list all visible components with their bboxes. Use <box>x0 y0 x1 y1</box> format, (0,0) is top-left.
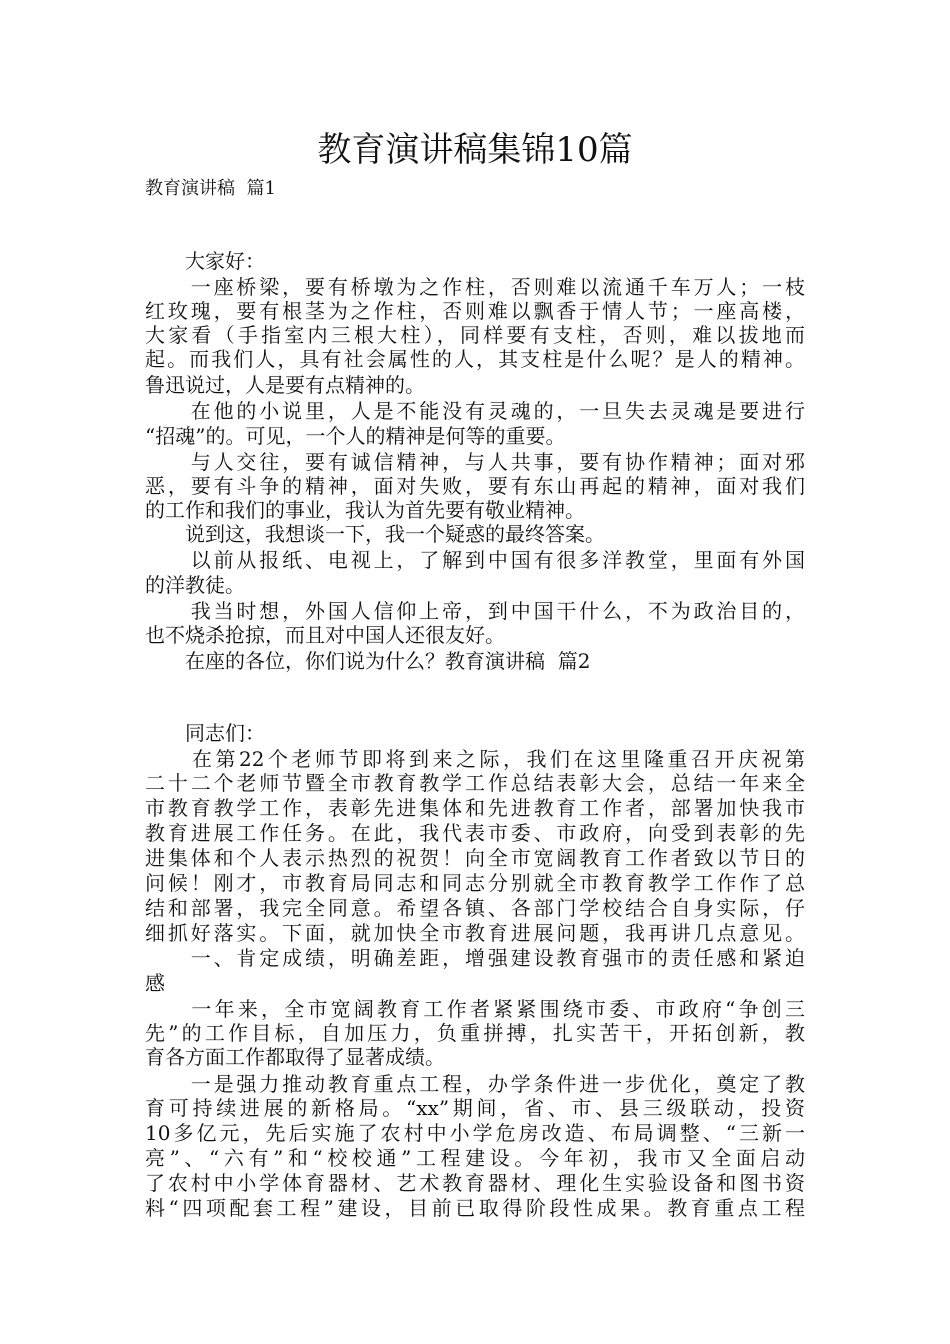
text-line: 了农村中小学体育器材、艺术教育器材、理化生实验设备和图书资 <box>145 1171 805 1195</box>
text-line: 育可持续进展的新格局。“xx”期间，省、市、县三级联动，投资 <box>145 1096 805 1120</box>
text-line: 在第22个老师节即将到来之际，我们在这里隆重召开庆祝第 <box>145 747 805 771</box>
text-line: 大家好： <box>145 249 265 273</box>
text-line: 以前从报纸、电视上，了解到中国有很多洋教堂，里面有外国 <box>145 548 805 572</box>
text-line: 教育进展工作任务。在此，我代表市委、市政府，向受到表彰的先 <box>145 821 805 845</box>
text-line: 大家看（手指室内三根大柱），同样要有支柱，否则，难以拔地而 <box>145 323 805 347</box>
text-line: 进集体和个人表示热烈的祝贺！向全市宽阔教育工作者致以节日的 <box>145 846 805 870</box>
text-line: 也不烧杀抢掠，而且对中国人还很友好。 <box>145 623 505 647</box>
text-line: 问候！刚才，市教育局同志和同志分别就全市教育教学工作作了总 <box>145 871 805 895</box>
text-line: 市教育教学工作，表彰先进集体和先进教育工作者，部署加快我市 <box>145 796 805 820</box>
text-line: 二十二个老师节暨全市教育教学工作总结表彰大会，总结一年来全 <box>145 771 805 795</box>
text-line: 一、肯定成绩，明确差距，增强建设教育强市的责任感和紧迫 <box>145 946 805 970</box>
section-heading: 教育演讲稿 篇1 <box>145 178 276 199</box>
text-line: 在座的各位，你们说为什么？教育演讲稿 篇2 <box>145 649 591 673</box>
text-line: 鲁迅说过，人是要有点精神的。 <box>145 373 425 397</box>
text-line: “招魂”的。可见，一个人的精神是何等的重要。 <box>145 424 566 448</box>
text-line: 感 <box>145 971 165 995</box>
text-line: 我当时想，外国人信仰上帝，到中国干什么，不为政治目的， <box>145 599 805 623</box>
text-line: 结和部署，我完全同意。希望各镇、各部门学校结合自身实际，仔 <box>145 896 805 920</box>
text-line: 亮”、“六有”和“校校通”工程建设。今年初，我市又全面启动 <box>145 1146 805 1170</box>
text-line: 一是强力推动教育重点工程，办学条件进一步优化，奠定了教 <box>145 1072 805 1096</box>
text-line: 恶，要有斗争的精神，面对失败，要有东山再起的精神，面对我们 <box>145 474 805 498</box>
text-line: 先”的工作目标，自加压力，负重拼搏，扎实苦干，开拓创新，教 <box>145 1021 805 1045</box>
document-title: 教育演讲稿集锦10篇 <box>317 130 633 170</box>
text-line: 说到这，我想谈一下，我一个疑惑的最终答案。 <box>145 522 605 546</box>
text-line: 一座桥梁，要有桥墩为之作柱，否则难以流通千车万人；一枝 <box>145 275 805 299</box>
text-line: 在他的小说里，人是不能没有灵魂的，一旦失去灵魂是要进行 <box>145 399 805 423</box>
text-line: 一年来，全市宽阔教育工作者紧紧围绕市委、市政府“争创三 <box>145 997 805 1021</box>
text-line: 红玫瑰，要有根茎为之作柱，否则难以飘香于情人节；一座高楼， <box>145 299 805 323</box>
text-line: 10多亿元，先后实施了农村中小学危房改造、布局调整、“三新一 <box>145 1121 805 1145</box>
text-line: 的洋教徒。 <box>145 573 245 597</box>
text-line: 的工作和我们的事业，我认为首先要有敬业精神。 <box>145 498 585 522</box>
text-line: 育各方面工作都取得了显著成绩。 <box>145 1045 445 1069</box>
text-line: 同志们： <box>145 721 265 745</box>
text-line: 料“四项配套工程”建设，目前已取得阶段性成果。教育重点工程 <box>145 1196 805 1220</box>
text-line: 细抓好落实。下面，就加快全市教育进展问题，我再讲几点意见。 <box>145 921 805 945</box>
text-line: 起。而我们人，具有社会属性的人，其支柱是什么呢？是人的精神。 <box>145 347 805 371</box>
text-line: 与人交往，要有诚信精神，与人共事，要有协作精神；面对邪 <box>145 450 805 474</box>
